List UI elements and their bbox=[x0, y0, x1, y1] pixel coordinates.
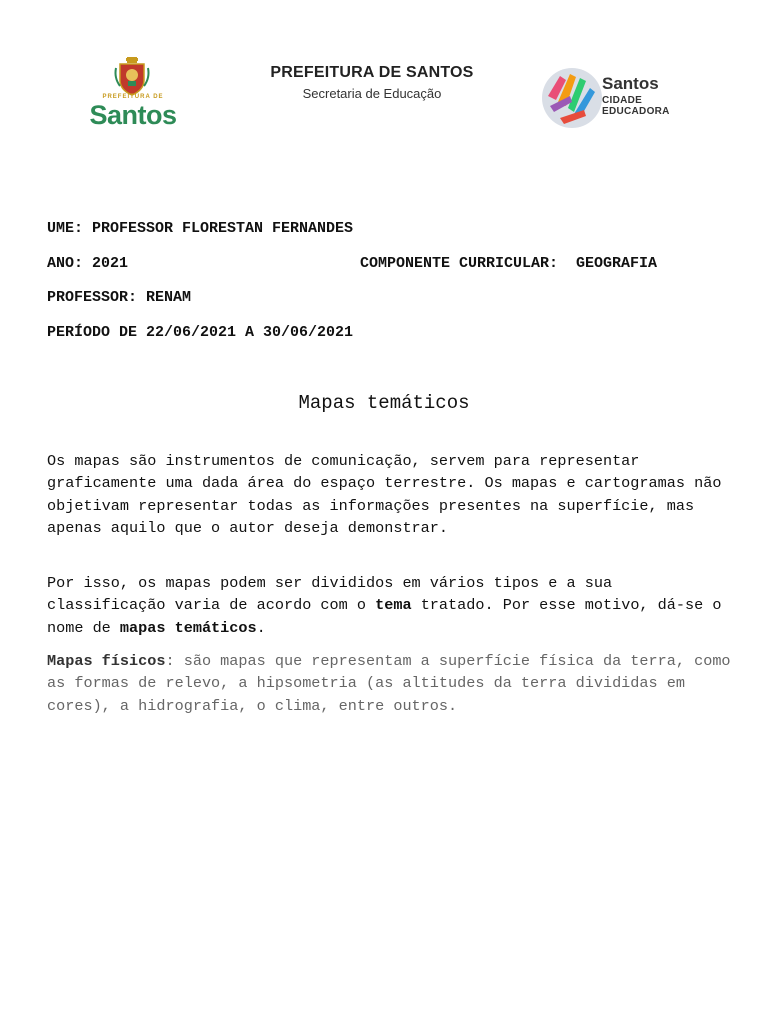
header-subtitle: Secretaria de Educação bbox=[302, 86, 442, 101]
ano-line: ANO: 2021 bbox=[47, 255, 129, 272]
prefeitura-santos-logo bbox=[78, 56, 188, 132]
cidade-educadora-logo bbox=[540, 64, 690, 130]
paragraph-2 bbox=[47, 572, 737, 639]
santos-crest-icon bbox=[112, 56, 152, 96]
periodo-line: PERÍODO DE 22/06/2021 A 30/06/2021 bbox=[47, 324, 354, 341]
paragraph-1: Os mapas são instrumentos de comunicação, servem para representar graficamente uma dada área do espaço terrestre. Os mapas e cartogramas não objetivam representar todas as informações presentes na superfície, mas apenas aquilo que o autor deseja demonstrar. bbox=[47, 452, 722, 538]
logo-small-text: PREFEITURA DE bbox=[102, 94, 164, 100]
p2-text-c: tratado. Por esse motivo, dá-se o nome de bbox=[47, 596, 722, 637]
right-logo-title: Santos bbox=[602, 74, 659, 93]
document-title: Mapas temáticos bbox=[298, 392, 470, 414]
logo-big-text: Santos bbox=[89, 100, 177, 130]
p2-bold-mapas-tematicos: mapas temáticos bbox=[119, 618, 257, 637]
p3-bold-mapas-fisicos: Mapas físicos bbox=[47, 652, 166, 670]
paragraph-3 bbox=[47, 650, 737, 717]
p2-text-e: . bbox=[256, 618, 266, 637]
right-logo-line2: EDUCADORA bbox=[602, 106, 670, 117]
p2-bold-tema: tema bbox=[375, 596, 412, 615]
header-title: PREFEITURA DE SANTOS bbox=[270, 64, 474, 81]
p2-text-a: Por isso, os mapas podem ser divididos em vários tipos e a sua classificação varia de acordo com o bbox=[47, 574, 613, 615]
right-logo-line1: CIDADE bbox=[602, 95, 643, 106]
professor-line: PROFESSOR: RENAM bbox=[47, 289, 192, 306]
componente-line: COMPONENTE CURRICULAR: GEOGRAFIA bbox=[360, 255, 658, 272]
ume-line: UME: PROFESSOR FLORESTAN FERNANDES bbox=[47, 220, 354, 237]
header-center bbox=[232, 64, 512, 101]
p3-text: : são mapas que representam a superfície física da terra, como as formas de relevo, a hipsometria (as altitudes da terra divididas em cores), a hidrografia, o clima, entre outros. bbox=[47, 652, 731, 715]
hands-circle-icon bbox=[540, 66, 604, 130]
